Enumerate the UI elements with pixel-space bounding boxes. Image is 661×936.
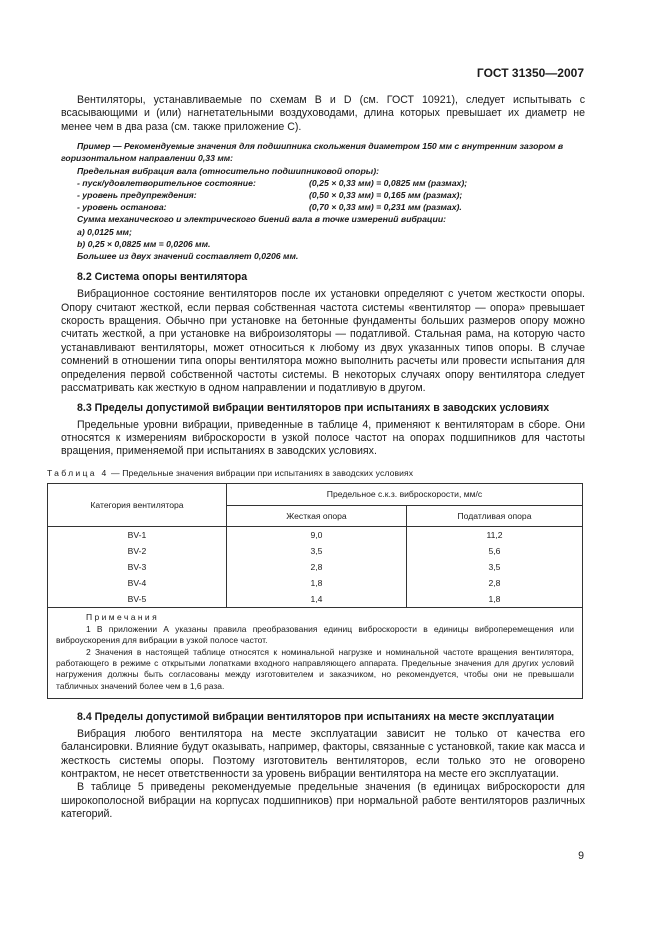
page-content	[47, 94, 585, 822]
table-cell-flexible: 3,5	[407, 559, 583, 575]
table-row	[48, 559, 583, 575]
section-8-4-text: Вибрация любого вентилятора на месте эксплуатации зависит не только от качества его балансировки. Влияние будут оказывать, например, факторы, связанные с установкой, такие как масса и жесткость системы опоры. Поэтому изготовитель вентиляторов, если только это не оговорено контрактом, не несет ответственности за уровень вибрации вентилятора на месте его эксплуатации.	[61, 727, 585, 781]
table-cell-rigid: 1,4	[227, 591, 407, 608]
page-number: 9	[578, 850, 584, 862]
example-row-label: - пуск/удовлетворительное состояние:	[77, 177, 256, 188]
example-line: b) 0,25 × 0,0825 мм = 0,0206 мм.	[77, 238, 211, 249]
table-header-rigid: Жесткая опора	[227, 505, 407, 526]
intro-paragraph: Вентиляторы, устанавливаемые по схемам B и D (см. ГОСТ 10921), следует испытывать с всасывающими и (или) нагнетательными воздуховодами, длина которых превышает их диаметр не менее чем в два раза (см. также приложение С).	[61, 94, 585, 133]
example-row	[61, 189, 585, 201]
example-row-label: - уровень предупреждения:	[77, 190, 197, 201]
table-row	[48, 591, 583, 608]
table-cell-flexible: 2,8	[407, 575, 583, 591]
section-heading-8-3: 8.3 Пределы допустимой вибрации вентиляторов при испытаниях в заводских условиях	[77, 401, 550, 414]
table-cell-rigid: 2,8	[227, 559, 407, 575]
table-header-group: Предельное с.к.з. виброскорости, мм/с	[227, 483, 583, 505]
table-cell-flexible: 1,8	[407, 591, 583, 608]
table-caption	[47, 468, 585, 478]
table-caption-prefix: Таблица 4	[47, 467, 109, 478]
example-line: а) 0,0125 мм;	[77, 226, 132, 237]
table-cell-category: BV-4	[48, 575, 227, 591]
example-row-label: - уровень останова:	[77, 202, 167, 213]
example-line: Пример — Рекомендуемые значения для подшипника скольжения диаметром 150 мм с внутренним зазором в горизонтальном направлении 0,33 мм:	[61, 141, 564, 164]
table-note: 1 В приложении А указаны правила преобразования единиц виброскорости в единицы виброперемещения или виброускорения для вибрации в узкой полосе частот.	[56, 624, 574, 646]
table-cell-category: BV-1	[48, 526, 227, 543]
table-header-category: Категория вентилятора	[48, 483, 227, 526]
example-row-value: (0,50 × 0,33 мм) = 0,165 мм (размах);	[309, 190, 463, 201]
table-cell-category: BV-5	[48, 591, 227, 608]
table-cell-flexible: 11,2	[407, 526, 583, 543]
example-row-value: (0,25 × 0,33 мм) = 0,0825 мм (размах);	[309, 177, 468, 188]
table-cell-category: BV-3	[48, 559, 227, 575]
section-heading-8-4: 8.4 Пределы допустимой вибрации вентиляторов при испытаниях на месте эксплуатации	[77, 710, 555, 723]
table-row	[48, 543, 583, 559]
table-cell-rigid: 9,0	[227, 526, 407, 543]
section-8-4-text: В таблице 5 приведены рекомендуемые предельные значения (в единицах виброскорости для широкополосной вибрации на корпусах подшипников) при нормальной работе вентиляторов различных категорий.	[61, 781, 585, 821]
example-row	[61, 177, 585, 189]
vibration-limits-table	[47, 483, 583, 608]
example-line: Большее из двух значений составляет 0,0206 мм.	[77, 251, 299, 262]
table-row	[48, 575, 583, 591]
table-note: 2 Значения в настоящей таблице относятся к номинальной нагрузке и номинальной частоте вращения вентилятора, работающего в режиме с открытыми лопатками входного направляющего аппарата. Предельные значения для других условий нагружения должны быть согласованы между изготовителем и заказчиком, но рекомендуется, чтобы они не превышали табличных значений более чем в 1,6 раза.	[56, 646, 574, 691]
example-line: Предельная вибрация вала (относительно подшипниковой опоры):	[77, 165, 379, 176]
notes-title: Примечания	[86, 611, 160, 622]
example-row	[61, 201, 585, 213]
table-cell-category: BV-2	[48, 543, 227, 559]
table-cell-rigid: 1,8	[227, 575, 407, 591]
table-cell-flexible: 5,6	[407, 543, 583, 559]
section-8-3-text: Предельные уровни вибрации, приведенные в таблице 4, применяют к вентиляторам в сборе. Они относятся к измерениям виброскорости в узкой полосе частот на опорах подшипников для частоты вращения, применяемой при испытаниях в заводских условиях.	[61, 418, 585, 458]
table-notes	[47, 608, 583, 699]
example-line: Сумма механического и электрического биений вала в точке измерений вибрации:	[77, 214, 447, 225]
table-cell-rigid: 3,5	[227, 543, 407, 559]
document-header: ГОСТ 31350—2007	[476, 66, 584, 80]
section-heading-8-2: 8.2 Система опоры вентилятора	[77, 271, 248, 284]
example-block	[61, 140, 585, 262]
table-row	[48, 526, 583, 543]
section-8-2-text: Вибрационное состояние вентиляторов после их установки определяют с учетом жесткости опоры. Опору считают жесткой, если первая собственная частота системы «вентилятор — опора» превышает скорость вращения. Обычно при установке на бетонные фундаменты больших размеров опору можно считать жесткой, а при установке на виброизоляторы — податливой. Стальная рама, на которую часто устанавливают вентиляторы, может относиться к любому из двух указанных типов опоры. В случае сомнений в отношении типа опоры вентилятора можно выполнить расчеты или провести испытания для определения первой собственной частоты системы. В некоторых случаях опору вентилятора следует рассматривать как жесткую в одном направлении и податливую в другом.	[61, 288, 585, 395]
table-caption-text: — Предельные значения вибрации при испытаниях в заводских условиях	[108, 467, 414, 478]
example-row-value: (0,70 × 0,33 мм) = 0,231 мм (размах).	[309, 202, 462, 213]
table-header-flexible: Податливая опора	[407, 505, 583, 526]
